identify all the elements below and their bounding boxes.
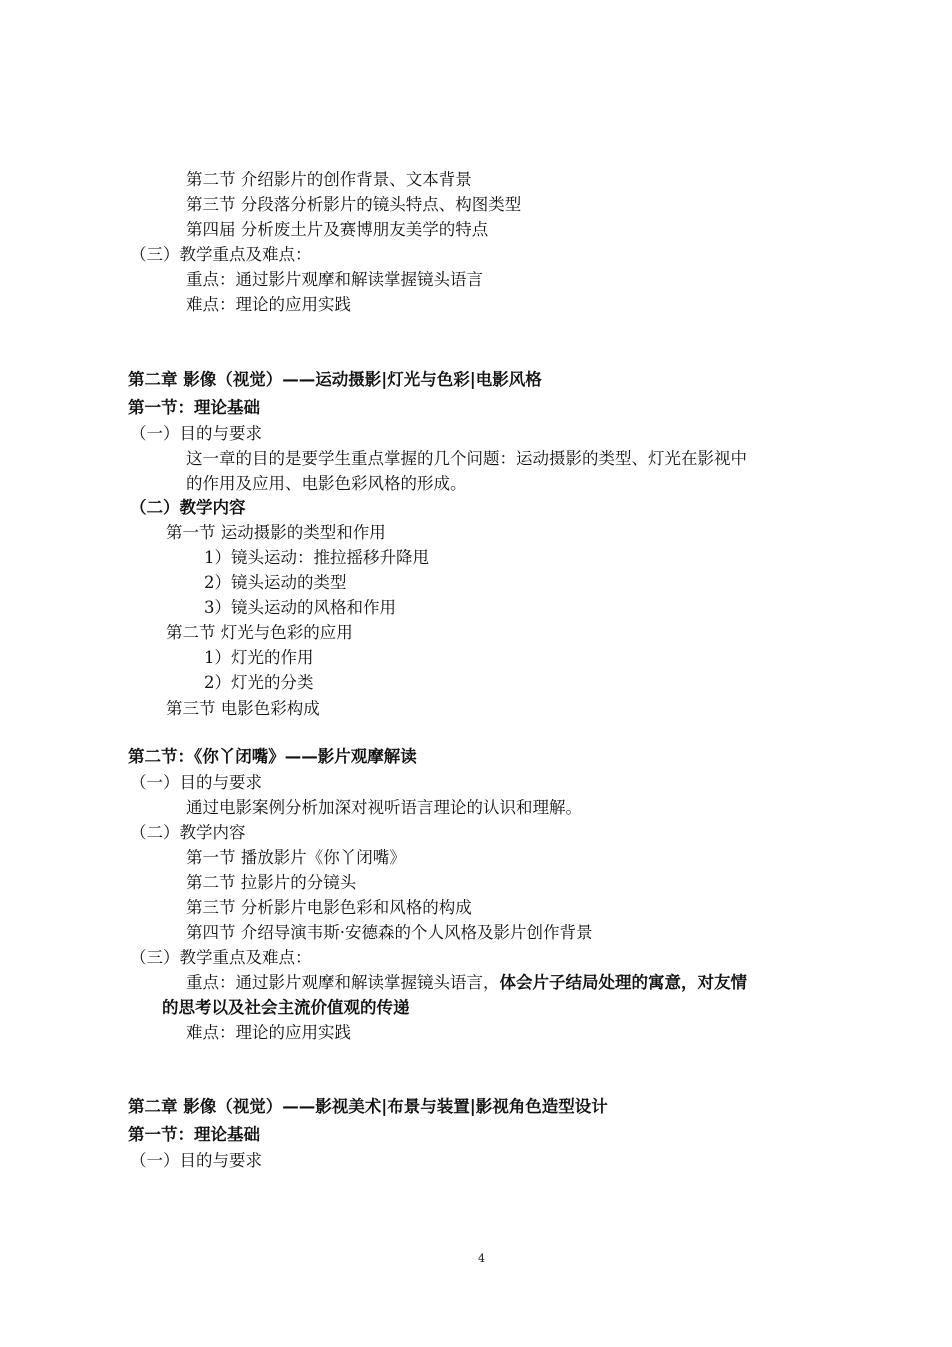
section-title: 第一节：理论基础 bbox=[128, 398, 260, 417]
section-title: 第二节：《你丫闭嘴》——影片观摩解读 bbox=[128, 747, 417, 766]
difficulty-text: 难点：理论的应用实践 bbox=[186, 295, 351, 314]
list-item: 2）镜头运动的类型 bbox=[204, 573, 347, 592]
list-item: 1）灯光的作用 bbox=[204, 648, 314, 667]
section-title: 第一节：理论基础 bbox=[128, 1125, 260, 1144]
list-item: 3）镜头运动的风格和作用 bbox=[204, 598, 396, 617]
goal-text: 通过电影案例分析加深对视听语言理论的认识和理解。 bbox=[186, 798, 582, 817]
goal-heading: （一）目的与要求 bbox=[130, 773, 262, 792]
goal-heading: （一）目的与要求 bbox=[130, 424, 262, 443]
goal-text: 的作用及应用、电影色彩风格的形成。 bbox=[186, 474, 467, 493]
goal-text: 这一章的目的是要学生重点掌握的几个问题：运动摄影的类型、灯光在影视中 bbox=[186, 449, 747, 468]
section-item: 第三节 电影色彩构成 bbox=[166, 699, 320, 718]
key-points-heading: （三）教学重点及难点： bbox=[130, 245, 312, 264]
section-item: 第一节 播放影片《你丫闭嘴》 bbox=[186, 848, 406, 867]
key-point-plain: 重点：通过影片观摩和解读掌握镜头语言， bbox=[186, 973, 500, 992]
difficulty-text: 难点：理论的应用实践 bbox=[186, 1023, 351, 1042]
goal-heading: （一）目的与要求 bbox=[130, 1151, 262, 1170]
section-item: 第四节 介绍导演韦斯·安德森的个人风格及影片创作背景 bbox=[186, 923, 593, 942]
section-item: 第四届 分析废土片及赛博朋友美学的特点 bbox=[186, 220, 489, 239]
content-heading: （二）教学内容 bbox=[130, 498, 246, 517]
chapter-title: 第二章 影像（视觉）——影视美术|布景与装置|影视角色造型设计 bbox=[128, 1097, 608, 1116]
section-item: 第三节 分段落分析影片的镜头特点、构图类型 bbox=[186, 195, 522, 214]
section-item: 第三节 分析影片电影色彩和风格的构成 bbox=[186, 898, 472, 917]
key-point-emphasis: 的思考以及社会主流价值观的传递 bbox=[162, 998, 410, 1017]
key-points-heading: （三）教学重点及难点： bbox=[130, 948, 312, 967]
section-item: 第二节 灯光与色彩的应用 bbox=[166, 623, 353, 642]
list-item: 1）镜头运动：推拉摇移升降甩 bbox=[204, 548, 429, 567]
key-point-emphasis: 体会片子结局处理的寓意，对友情 bbox=[499, 973, 747, 992]
section-item: 第二节 拉影片的分镜头 bbox=[186, 873, 357, 892]
section-item: 第二节 介绍影片的创作背景、文本背景 bbox=[186, 170, 472, 189]
key-point-text bbox=[186, 972, 747, 994]
page-number: 4 bbox=[478, 1252, 485, 1265]
chapter-title: 第二章 影像（视觉）——运动摄影|灯光与色彩|电影风格 bbox=[128, 370, 542, 389]
content-heading: （二）教学内容 bbox=[130, 823, 246, 842]
key-point-text: 重点：通过影片观摩和解读掌握镜头语言 bbox=[186, 270, 483, 289]
list-item: 2）灯光的分类 bbox=[204, 673, 314, 692]
section-item: 第一节 运动摄影的类型和作用 bbox=[166, 523, 386, 542]
